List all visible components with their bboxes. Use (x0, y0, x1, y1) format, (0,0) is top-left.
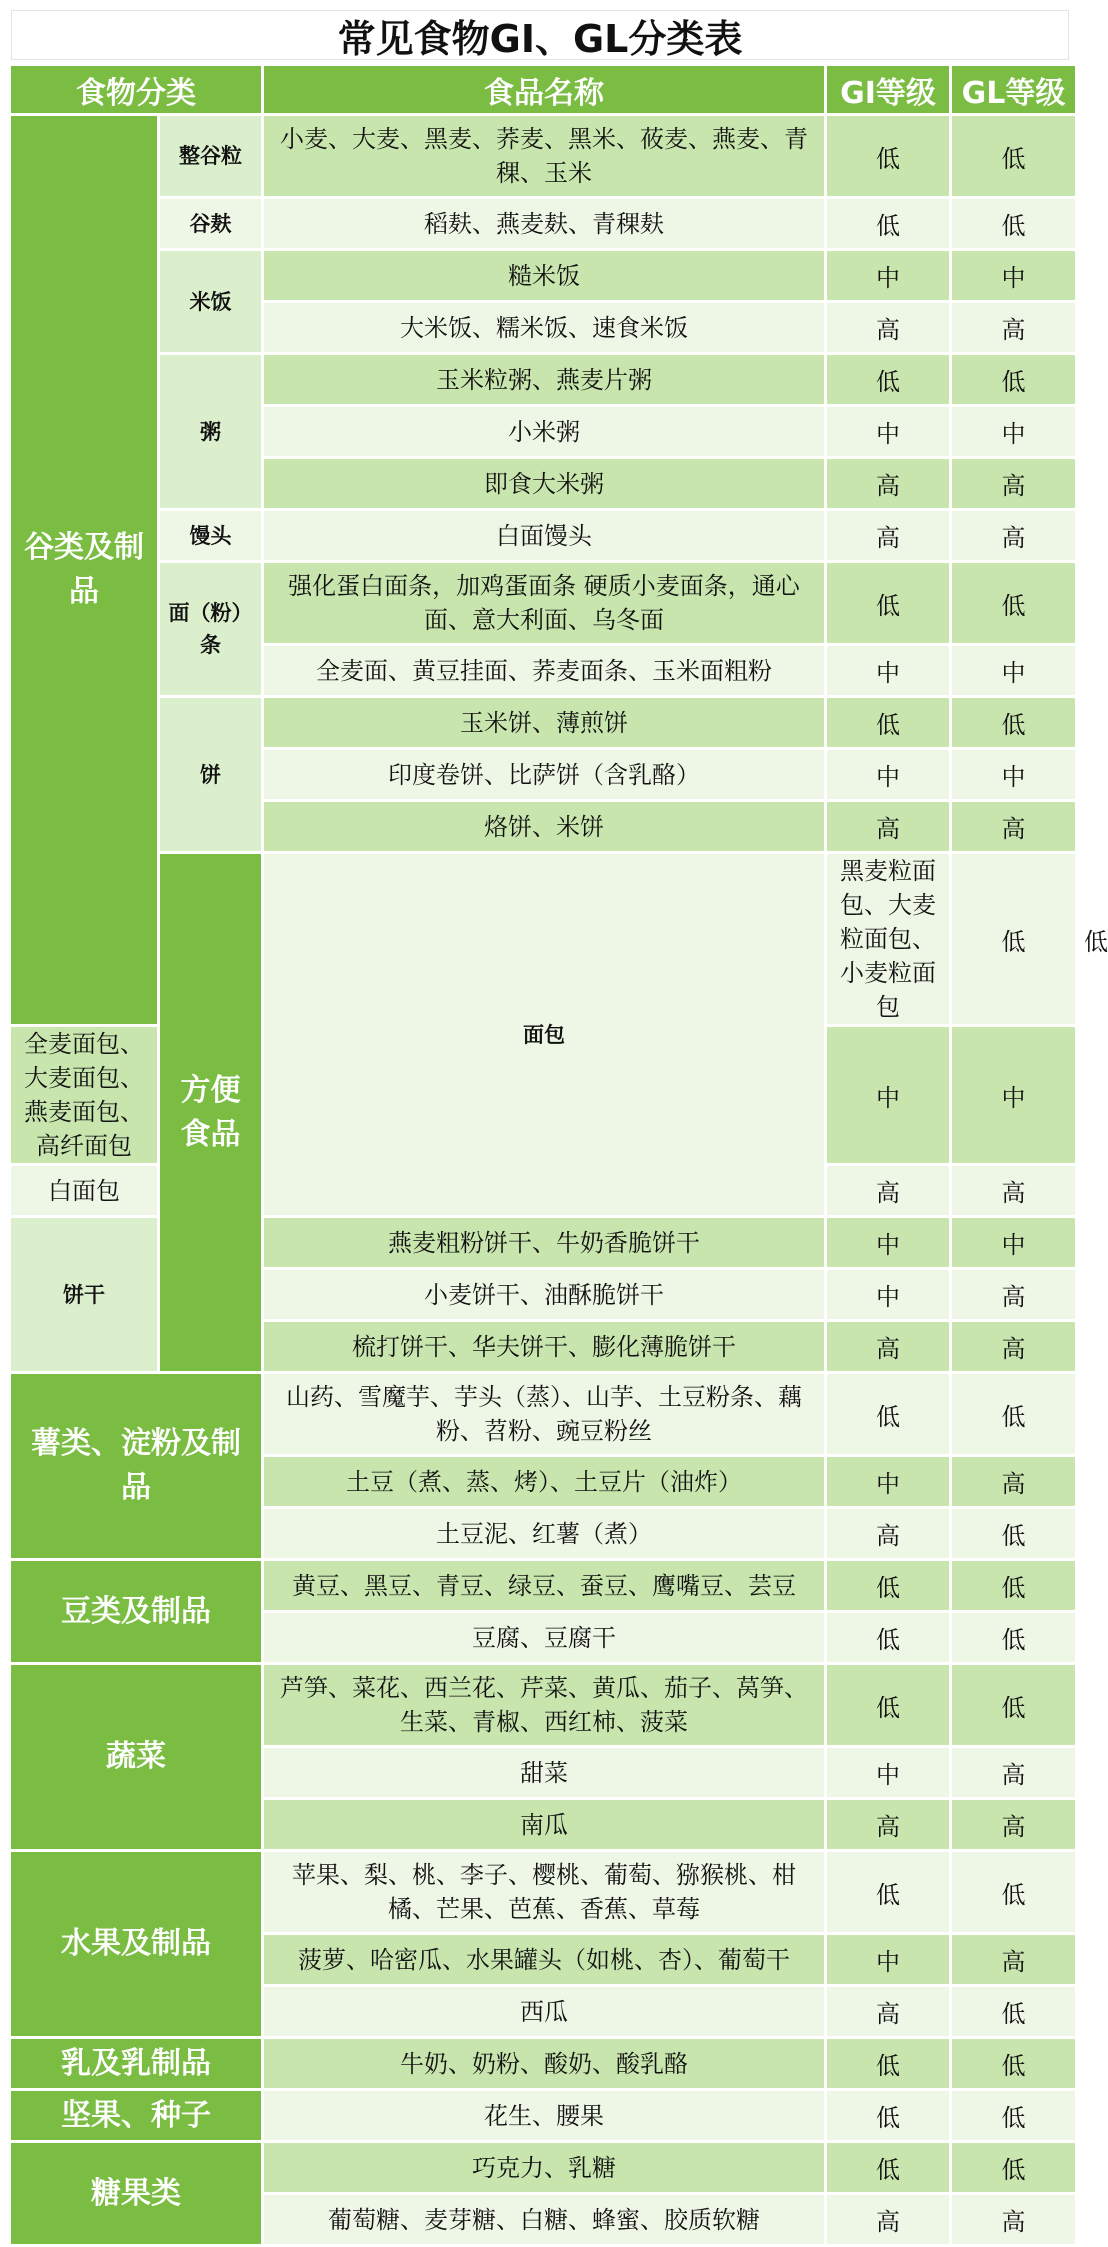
gl-level-cell: 高 (952, 1457, 1075, 1506)
header-gl-level: GL等级 (952, 66, 1075, 113)
subcategory-cell: 饼干 (11, 1218, 157, 1371)
gl-level-cell: 高 (952, 1166, 1075, 1215)
gi-level-cell: 高 (827, 1166, 949, 1215)
food-name-cell: 燕麦粗粉饼干、牛奶香脆饼干 (264, 1218, 824, 1267)
gi-level-cell: 高 (827, 802, 949, 851)
food-name-cell: 豆腐、豆腐干 (264, 1613, 824, 1662)
gi-level-cell: 中 (827, 1457, 949, 1506)
gi-level-cell: 低 (827, 2143, 949, 2192)
gi-level-cell: 高 (827, 1322, 949, 1371)
food-name-cell: 全麦面、黄豆挂面、荞麦面条、玉米面粗粉 (264, 646, 824, 695)
gl-level-cell: 低 (952, 1987, 1075, 2036)
gi-level-cell: 高 (827, 303, 949, 352)
subcategory-cell: 米饭 (160, 251, 261, 352)
gl-level-cell: 高 (952, 459, 1075, 508)
gl-level-cell: 低 (952, 563, 1075, 643)
table-row (11, 116, 1078, 196)
category-cell: 薯类、淀粉及制品 (11, 1374, 261, 1558)
category-cell: 方便食品 (160, 854, 261, 1371)
food-name-cell: 土豆（煮、蒸、烤）、土豆片（油炸） (264, 1457, 824, 1506)
gi-level-cell: 低 (827, 2039, 949, 2088)
table-row (11, 199, 1078, 248)
gi-level-cell: 高 (827, 1509, 949, 1558)
food-name-cell: 玉米饼、薄煎饼 (264, 698, 824, 747)
header-row (11, 66, 1078, 113)
subcategory-cell: 面（粉）条 (160, 563, 261, 695)
gl-level-cell: 高 (952, 303, 1075, 352)
gi-level-cell: 高 (827, 1800, 949, 1849)
subcategory-cell: 面包 (264, 854, 824, 1215)
food-name-cell: 小麦饼干、油酥脆饼干 (264, 1270, 824, 1319)
gi-level-cell: 中 (827, 407, 949, 456)
gi-level-cell: 低 (827, 698, 949, 747)
category-cell: 谷类及制品 (11, 116, 157, 1024)
gl-level-cell: 低 (952, 1852, 1075, 1932)
gi-level-cell: 中 (827, 1027, 949, 1163)
gl-level-cell: 低 (952, 199, 1075, 248)
gl-level-cell: 高 (952, 1800, 1075, 1849)
gl-level-cell: 中 (952, 646, 1075, 695)
gi-level-cell: 高 (827, 459, 949, 508)
food-name-cell: 稻麸、燕麦麸、青稞麸 (264, 199, 824, 248)
table-row (11, 698, 1078, 747)
gl-level-cell: 低 (952, 1374, 1075, 1454)
table-body (11, 116, 1108, 2244)
gl-level-cell: 中 (952, 251, 1075, 300)
gl-level-cell: 中 (952, 407, 1075, 456)
table-row (11, 511, 1078, 560)
food-name-cell: 黄豆、黑豆、青豆、绿豆、蚕豆、鹰嘴豆、芸豆 (264, 1561, 824, 1610)
table-row (11, 251, 1078, 300)
food-name-cell: 玉米粒粥、燕麦片粥 (264, 355, 824, 404)
gi-level-cell: 低 (827, 1665, 949, 1745)
gi-level-cell: 中 (827, 1270, 949, 1319)
food-name-cell: 梳打饼干、华夫饼干、膨化薄脆饼干 (264, 1322, 824, 1371)
table-row (11, 563, 1078, 643)
category-cell: 水果及制品 (11, 1852, 261, 2036)
food-name-cell: 芦笋、菜花、西兰花、芹菜、黄瓜、茄子、莴笋、生菜、青椒、西红柿、菠菜 (264, 1665, 824, 1745)
food-name-cell: 白面包 (11, 1166, 157, 1215)
gi-level-cell: 低 (952, 854, 1075, 1024)
gi-level-cell: 高 (827, 2195, 949, 2244)
gl-level-cell: 高 (952, 1270, 1075, 1319)
gi-level-cell: 低 (827, 199, 949, 248)
category-cell: 豆类及制品 (11, 1561, 261, 1662)
gl-level-cell: 中 (952, 1027, 1075, 1163)
gl-level-cell: 高 (952, 1748, 1075, 1797)
gl-level-cell: 低 (952, 698, 1075, 747)
food-name-cell: 全麦面包、大麦面包、燕麦面包、高纤面包 (11, 1027, 157, 1163)
gi-level-cell: 高 (827, 511, 949, 560)
food-name-cell: 甜菜 (264, 1748, 824, 1797)
gl-level-cell: 低 (952, 116, 1075, 196)
table-row (11, 2039, 1078, 2088)
gl-level-cell: 低 (952, 1561, 1075, 1610)
food-name-cell: 大米饭、糯米饭、速食米饭 (264, 303, 824, 352)
gl-level-cell: 低 (952, 355, 1075, 404)
table-row (11, 2143, 1078, 2192)
food-name-cell: 即食大米粥 (264, 459, 824, 508)
subcategory-cell: 饼 (160, 698, 261, 851)
food-name-cell: 糙米饭 (264, 251, 824, 300)
food-name-cell: 小麦、大麦、黑麦、荞麦、黑米、莜麦、燕麦、青稞、玉米 (264, 116, 824, 196)
category-cell: 坚果、种子 (11, 2091, 261, 2140)
gl-level-cell: 高 (952, 1935, 1075, 1984)
food-name-cell: 巧克力、乳糖 (264, 2143, 824, 2192)
gi-level-cell: 低 (827, 1852, 949, 1932)
table-row (11, 2091, 1078, 2140)
food-name-cell: 菠萝、哈密瓜、水果罐头（如桃、杏）、葡萄干 (264, 1935, 824, 1984)
food-name-cell: 土豆泥、红薯（煮） (264, 1509, 824, 1558)
food-name-cell: 烙饼、米饼 (264, 802, 824, 851)
gi-level-cell: 低 (827, 1613, 949, 1662)
gl-level-cell: 低 (952, 1613, 1075, 1662)
gl-level-cell: 高 (952, 511, 1075, 560)
subcategory-cell: 谷麸 (160, 199, 261, 248)
gi-gl-table (8, 63, 1108, 2247)
gi-level-cell: 中 (827, 1748, 949, 1797)
gi-level-cell: 中 (827, 1218, 949, 1267)
table-row (11, 355, 1078, 404)
gl-level-cell: 低 (952, 1509, 1075, 1558)
food-name-cell: 葡萄糖、麦芽糖、白糖、蜂蜜、胶质软糖 (264, 2195, 824, 2244)
header-category: 食物分类 (11, 66, 261, 113)
table-title: 常见食物GI、GL分类表 (11, 10, 1069, 60)
table-row (11, 1374, 1078, 1454)
gl-level-cell: 低 (952, 1665, 1075, 1745)
gi-level-cell: 高 (827, 1987, 949, 2036)
gi-level-cell: 低 (827, 1561, 949, 1610)
food-name-cell: 强化蛋白面条，加鸡蛋面条 硬质小麦面条，通心面、意大利面、乌冬面 (264, 563, 824, 643)
gi-level-cell: 低 (827, 563, 949, 643)
table-row (11, 1561, 1078, 1610)
gl-level-cell: 低 (952, 2091, 1075, 2140)
gi-level-cell: 低 (827, 355, 949, 404)
category-cell: 蔬菜 (11, 1665, 261, 1849)
gl-level-cell: 高 (952, 802, 1075, 851)
food-name-cell: 南瓜 (264, 1800, 824, 1849)
gi-level-cell: 中 (827, 251, 949, 300)
gl-level-cell: 中 (952, 750, 1075, 799)
header-gi-level: GI等级 (827, 66, 949, 113)
gi-level-cell: 中 (827, 1935, 949, 1984)
gl-level-cell: 高 (952, 1322, 1075, 1371)
header-food-name: 食品名称 (264, 66, 824, 113)
gl-level-cell: 低 (952, 2039, 1075, 2088)
food-name-cell: 花生、腰果 (264, 2091, 824, 2140)
gl-level-cell: 低 (952, 2143, 1075, 2192)
gl-level-cell: 高 (952, 2195, 1075, 2244)
gi-level-cell: 中 (827, 646, 949, 695)
table-row: 方便食品 面包 黑麦粒面包、大麦粒面包、小麦粒面包 低 低 (11, 854, 1078, 1024)
food-name-cell: 白面馒头 (264, 511, 824, 560)
gi-level-cell: 低 (827, 116, 949, 196)
table-row (11, 1852, 1078, 1932)
food-name-cell: 黑麦粒面包、大麦粒面包、小麦粒面包 (827, 854, 949, 1024)
food-name-cell: 苹果、梨、桃、李子、樱桃、葡萄、猕猴桃、柑橘、芒果、芭蕉、香蕉、草莓 (264, 1852, 824, 1932)
food-name-cell: 牛奶、奶粉、酸奶、酸乳酪 (264, 2039, 824, 2088)
category-cell: 糖果类 (11, 2143, 261, 2244)
gl-level-cell: 中 (952, 1218, 1075, 1267)
gi-level-cell: 中 (827, 750, 949, 799)
food-name-cell: 印度卷饼、比萨饼（含乳酪） (264, 750, 824, 799)
food-name-cell: 山药、雪魔芋、芋头（蒸）、山芋、土豆粉条、藕粉、苕粉、豌豆粉丝 (264, 1374, 824, 1454)
subcategory-cell: 馒头 (160, 511, 261, 560)
category-cell: 乳及乳制品 (11, 2039, 261, 2088)
subcategory-cell: 粥 (160, 355, 261, 508)
subcategory-cell: 整谷粒 (160, 116, 261, 196)
gi-level-cell: 低 (827, 2091, 949, 2140)
food-name-cell: 西瓜 (264, 1987, 824, 2036)
gi-level-cell: 低 (827, 1374, 949, 1454)
food-name-cell: 小米粥 (264, 407, 824, 456)
table-row (11, 1665, 1078, 1745)
